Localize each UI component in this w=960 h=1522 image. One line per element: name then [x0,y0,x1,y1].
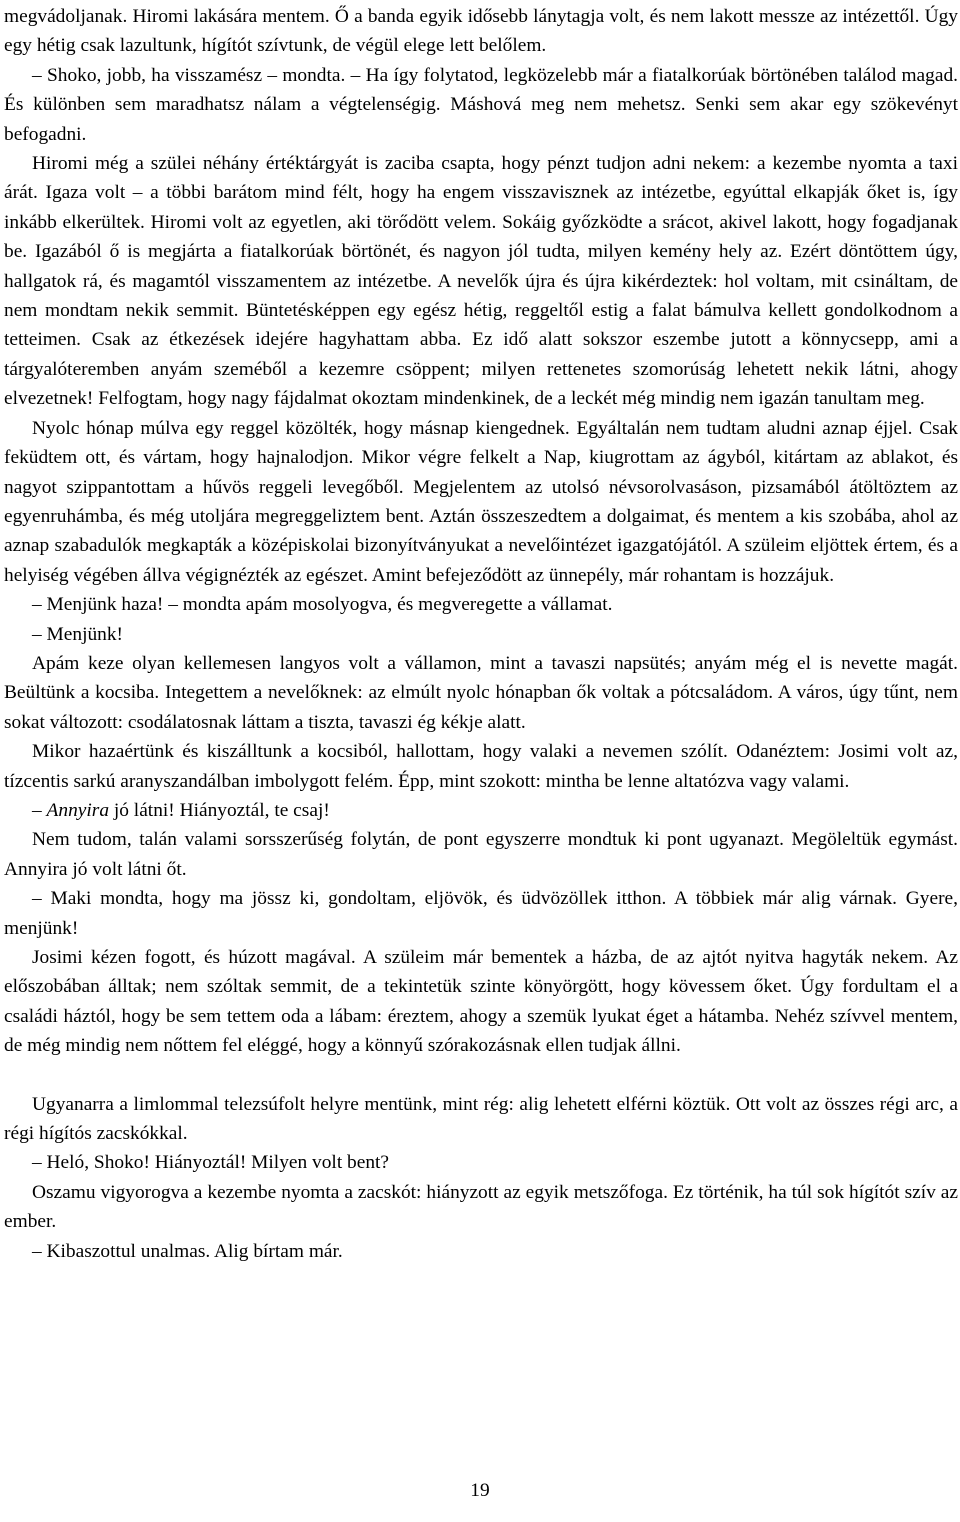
paragraph: Mikor hazaértünk és kiszálltunk a kocsiból, hallottam, hogy valaki a nevemen szólít. Odanéztem: Josimi volt az, tízcentis sarkú aranyszandálban imbolygott felém. Épp, mint szokott: mintha be lenne altatózva vagy valami. [4,741,958,792]
paragraph: Ugyanarra a limlommal telezsúfolt helyre mentünk, mint rég: alig lehetett elférni köztük. Ott volt az összes régi arc, a régi hígítós zacskókkal. [4,1093,958,1145]
paragraph: Hiromi még a szülei néhány értéktárgyát is zaciba csapta, hogy pénzt tudjon adni nekem: a kezembe nyomta a taxi árát. Igaza volt – a többi barátom mind félt, hogy ha engem visszavisznek az intézetbe, egyúttal elkapják őket is, így inkább elkerültek. Hiromi volt az egyetlen, aki törődött velem. Sokáig győzködte a srácot, akivel lakott, hogy fogadjanak be. Igazából ő is megjárta a fiatalkorúak börtönét, és nagyon jól tudta, milyen kemény hely az. Ezért döntöttem úgy, hallgatok rá, és magamtól visszamentem az intézetbe. A nevelők újra és újra kikérdeztek: hol voltam, mit csináltam, de nem mondtam nekik semmit. Büntetésképpen egy egész hétig, reggeltől estig a falat bámulva kellett gondolkodnom a tetteimen. Csak az étkezések idejére hagyhattam abba. Ez idő alatt sokszor eszembe jutott a könnycsepp, ami a tárgyalóteremben anyám szeméből a kezemre csöppent; milyen rettenetes szomorúság lehetett nekik látni, ahogy elvezetnek! Felfogtam, hogy nagy fájdalmat okoztam mindenkinek, de a leckét még mindig nem igazán tanultam meg. [4,153,958,410]
document-body [4,2,958,1266]
emphasis: Annyira [46,799,110,821]
paragraph: megvádoljanak. Hiromi lakására mentem. Ő a banda egyik idősebb lánytagja volt, és nem lakott messze az intézettől. Úgy egy hétig csak lazultunk, hígítót szívtunk, de végül elege lett belőlem. [4,6,958,57]
dialogue-line: – Menjünk! [32,623,124,645]
dialogue-line: – Heló, Shoko! Hiányoztál! Milyen volt bent? [32,1152,390,1174]
page-number: 19 [470,1480,490,1501]
paragraph: Nyolc hónap múlva egy reggel közölték, hogy másnap kiengednek. Egyáltalán nem tudtam aludni aznap éjjel. Csak feküdtem ott, és vártam, hogy hajnalodjon. Mikor végre felkelt a Nap, kiugrottam az ágyból, kitártam az ablakot, és nagyot szippantottam a hűvös reggeli levegőből. Megjelentem az utolsó névsorolvasáson, pizsamából átöltöztem az egyenruhámba, és még utoljára megreggeliztem bent. Aztán összeszedtem a dolgaimat, és mentem a kis szobába, ahol az aznap szabadulók megkapták a középiskolai bizonyítványukat a nevelőintézet igazgatójától. A szüleim eljöttek értem, és a helyiség végében állva végignézték az egészet. Amint befejeződött az ünnepély, már rohantam is hozzájuk. [4,417,958,586]
dialogue-line-italic: – Annyira jó látni! Hiányoztál, te csaj! [32,799,330,821]
paragraph: – Shoko, jobb, ha visszamész – mondta. – Ha így folytatod, legközelebb már a fiatalkorúak börtönében találod magad. És különben sem maradhatsz nálam a végtelenségig. Máshová meg nem mehetsz. Senki sem akar egy szökevényt befogadni. [4,64,958,145]
paragraph: Apám keze olyan kellemesen langyos volt a vállamon, mint a tavaszi napsütés; anyám még el is nevette magát. Beültünk a kocsiba. Integettem a nevelőknek: az elmúlt nyolc hónapban ők voltak a pótcsaládom. A város, úgy tűnt, nem sokat változott: csodálatosnak láttam a tiszta, tavaszi ég kékje alatt. [4,652,958,733]
dialogue-line: – Maki mondta, hogy ma jössz ki, gondoltam, eljövök, és üdvözöllek itthon. A többiek már alig várnak. Gyere, menjünk! [4,888,958,939]
paragraph: Oszamu vigyorogva a kezembe nyomta a zacskót: hiányzott az egyik metszőfoga. Ez történik, ha túl sok hígítót szív az ember. [4,1181,958,1233]
paragraph: Nem tudom, talán valami sorsszerűség folytán, de pont egyszerre mondtuk ki pont ugyanazt. Megöleltük egymást. Annyira jó volt látni őt. [4,829,958,880]
dialogue-line: – Kibaszottul unalmas. Alig bírtam már. [32,1240,343,1262]
dialogue-line: – Menjünk haza! – mondta apám mosolyogva, és megveregette a vállamat. [32,594,613,616]
paragraph: Josimi kézen fogott, és húzott magával. A szüleim már bementek a házba, de az ajtót nyitva hagyták nekem. Az előszobában álltak; nem szóltak semmit, de a tekintetük szinte könyörgött, hogy kövessem őket. Úgy fordultam el a családi háztól, hogy be sem tettem oda a lábam: éreztem, ahogy a szemük lyukat éget a hátamba. Nehéz szívvel mentem, de még mindig nem nőttem fel eléggé, hogy a könnyű szórakozásnak ellen tudjak állni. [4,947,958,1057]
